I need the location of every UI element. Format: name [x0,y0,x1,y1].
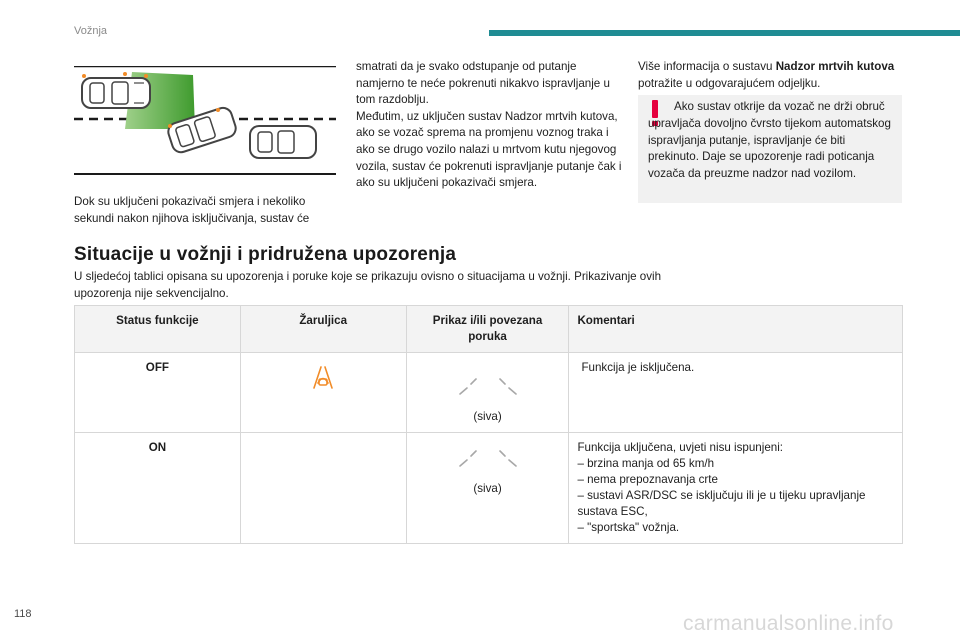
warnings-table [74,305,903,544]
column3-paragraph [638,59,908,92]
display-caption: (siva) [473,482,502,495]
header-accent-bar [489,30,960,36]
blind-spot-illustration [74,66,336,176]
section-intro: U sljedećoj tablici opisana su upozorenja i poruke koje se prikazuju ovisno o situacijama u vožnji. Prikazivanje ovih upozorenja nije sekvencijalno. [74,270,662,300]
lamp-cell [240,433,406,544]
column3-prefix: Više informacija o sustavu [638,60,776,73]
lamp-cell [240,353,406,433]
comment-item: – brzina manja od 65 km/h [577,457,715,470]
table-row [75,353,903,433]
column2-paragraphs [356,59,626,192]
comment-item: – nema prepoznavanja crte [577,473,718,486]
comment-item: – "sportska" vožnja. [577,521,680,534]
header-section-title: Vožnja [74,25,108,37]
status-cell: ON [75,433,241,544]
table-header-comments: Komentari [569,306,903,353]
section-title: Situacije u vožnji i pridružena upozorenja [74,244,457,265]
column2-paragraph-2: Međutim, uz uključen sustav Nadzor mrtvih kutova, ako se vozač sprema na promjenu voznog traka i ako se drugo vozilo nalazi u mrtvom kutu njegovog vozila, sustav će pokrenuti ispravljanje putanje čak i ako su uključeni pokazivači smjera. [356,109,622,190]
comment-title: Funkcija je isključena. [581,361,695,374]
table-header-status: Status funkcije [75,306,241,353]
lane-lines-grey-icon [454,370,522,398]
comment-item: – sustavi ASR/DSC se isključuju ili je u tijeku upravljanje sustava ESC, [577,489,866,518]
page-number: 118 [14,608,32,620]
comment-cell [569,353,903,433]
lane-keeping-warning-lamp-icon [310,364,336,390]
table-row [75,433,903,544]
status-cell: OFF [75,353,241,433]
comment-title: Funkcija uključena, uvjeti nisu ispunjeni: [577,441,784,454]
watermark: carmanualsonline.info [683,612,894,635]
table-header-row [75,306,903,353]
column2-paragraph-1: smatrati da je svako odstupanje od putanje namjerno te neće pokrenuti nikakvo ispravljanje u tom razdoblju. [356,60,610,107]
table-header-display: Prikaz i/ili povezana poruka [406,306,569,353]
column1-paragraph: Dok su uključeni pokazivači smjera i nekoliko sekundi nakon njihova isključivanja, sustav će [74,195,310,225]
comment-cell [569,433,903,544]
warning-text: Ako sustav otkrije da vozač ne drži obruč upravljača dovoljno čvrsto tijekom automatskog ispravljanja putanje, ispravljanje će biti prekinuto. Daje se upozorenje radi poticanja vozača da preuzme nadzor nad vozilom. [648,100,891,181]
column3-bold-link-text: Nadzor mrtvih kutova [775,60,895,73]
display-cell [406,433,569,544]
lane-lines-grey-icon [454,442,522,470]
display-cell [406,353,569,433]
column3-suffix: potražite u odgovarajućem odjeljku. [638,76,821,90]
display-caption: (siva) [473,410,502,423]
table-header-lamp: Žaruljica [240,306,406,353]
